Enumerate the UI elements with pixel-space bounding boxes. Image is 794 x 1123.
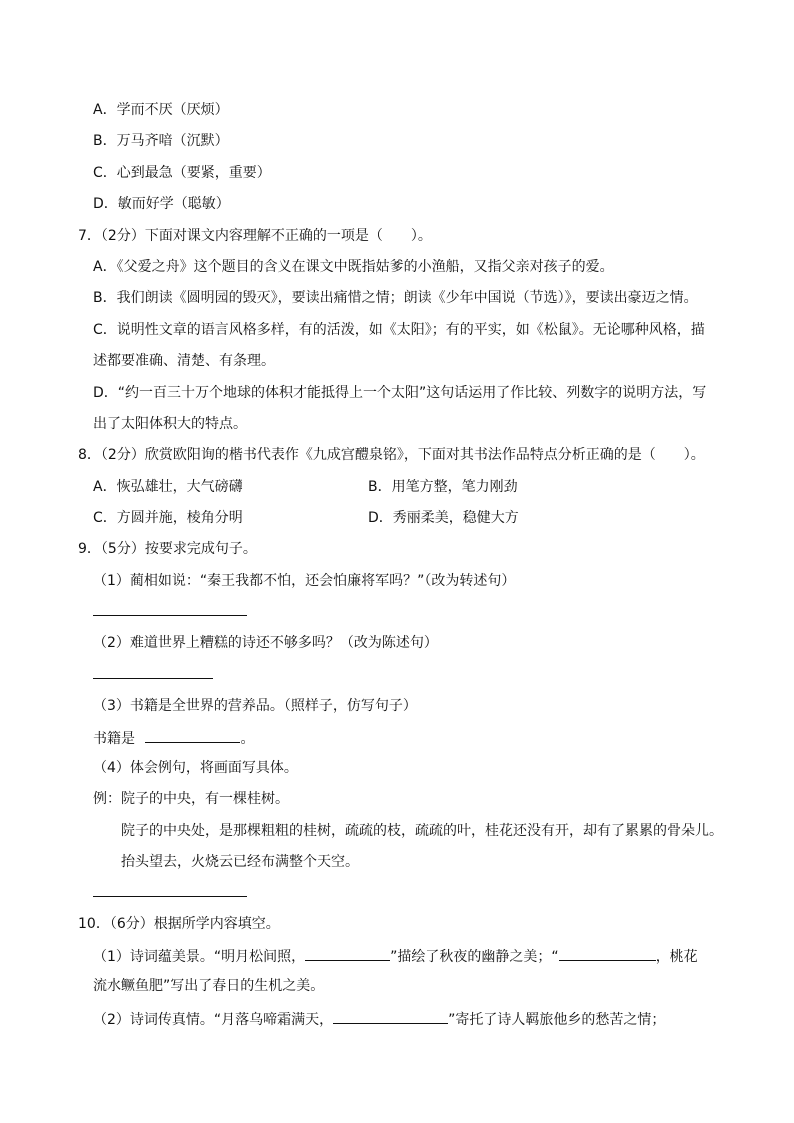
q10-sub1-blank-1[interactable] (305, 946, 390, 961)
q7-option-a: A．《父爱之舟》这个题目的含义在课文中既指姑爹的小渔船，又指父亲对孩子的爱。 (93, 259, 614, 275)
q9-sub1: （1）蔺相如说：“秦王我都不怕，还会怕廉将军吗？”（改为转述句） (93, 573, 516, 589)
q7-option-d-line1: D．“约一百三十万个地球的体积才能抵得上一个太阳”这句话运用了作比较、列数字的说明方法，写 (93, 385, 707, 401)
q8-option-c: C．方圆并施，棱角分明 (93, 510, 243, 526)
q10-sub1-text-a: （1）诗词蕴美景。“明月松间照， (93, 949, 306, 965)
q10-sub1-line1 (93, 946, 698, 966)
q10-sub2-text-a: （2）诗词传真情。“月落乌啼霜满天， (93, 1012, 334, 1028)
q9-sub3-prefix: 书籍是 (93, 731, 135, 747)
q8-stem: 8．（2分）欣赏欧阳询的楷书代表作《九成宫醴泉铭》，下面对其书法作品特点分析正确的是（ ）。 (78, 447, 705, 463)
q6-option-b: B．万马齐喑（沉默） (93, 133, 229, 149)
q7-stem: 7．（2分）下面对课文内容理解不正确的一项是（ ）。 (78, 228, 432, 244)
q9-prompt: 抬头望去，火烧云已经布满整个天空。 (121, 854, 359, 870)
q7-option-c-line1: C．说明性文章的语言风格多样，有的活泼，如《太阳》；有的平实，如《松鼠》。无论哪种风格，描 (93, 322, 705, 338)
q10-sub1-text-c: ，桃花 (655, 949, 698, 965)
q9-sub1-answer-line[interactable] (93, 615, 247, 616)
q9-sub3-suffix: 。 (240, 731, 255, 747)
q10-sub1-text-b: ”描绘了秋夜的幽静之美；“ (390, 949, 559, 965)
q9-sub3: （3）书籍是全世界的营养品。（照样子，仿写句子） (93, 698, 417, 714)
q9-sub3-blank[interactable] (145, 728, 240, 743)
q8-option-a: A．恢弘雄壮，大气磅礴 (93, 479, 243, 495)
q9-sub2: （2）难道世界上糟糕的诗还不够多吗？（改为陈述句） (93, 635, 438, 651)
q10-sub2-line1 (93, 1009, 665, 1029)
q8-option-b: B．用笔方整，笔力刚劲 (368, 479, 518, 495)
q7-option-c-line2: 述都要准确、清楚、有条理。 (93, 353, 275, 369)
q10-sub1-blank-2[interactable] (559, 946, 656, 961)
q9-example-expanded: 院子的中央处，是那棵粗粗的桂树，疏疏的枝，疏疏的叶，桂花还没有开，却有了累累的骨朵儿。 (121, 823, 723, 839)
q9-stem: 9．（5分）按要求完成句子。 (78, 541, 257, 557)
q9-sub2-answer-line[interactable] (93, 678, 213, 679)
q10-stem: 10．（6分）根据所学内容填空。 (78, 916, 280, 932)
q7-option-d-line2: 出了太阳体积大的特点。 (93, 416, 247, 432)
q6-option-a: A．学而不厌（厌烦） (93, 102, 229, 118)
q10-sub1-line2: 流水鳜鱼肥”写出了春日的生机之美。 (93, 978, 325, 994)
q10-sub2-text-b: ”寄托了诗人羁旅他乡的愁苦之情； (448, 1012, 666, 1028)
q6-option-d: D．敏而好学（聪敏） (93, 196, 230, 212)
q10-sub2-blank-1[interactable] (333, 1009, 448, 1024)
q9-sub4-answer-line[interactable] (93, 896, 247, 897)
q7-option-b: B．我们朗读《圆明园的毁灭》，要读出痛惜之情；朗读《少年中国说（节选）》，要读出豪迈之情。 (93, 290, 698, 306)
q6-option-c: C．心到最急（要紧，重要） (93, 165, 271, 181)
q8-option-d: D．秀丽柔美，稳健大方 (368, 510, 519, 526)
q9-sub4: （4）体会例句，将画面写具体。 (93, 760, 298, 776)
q9-sub3-fill (93, 728, 254, 748)
q9-example: 例：院子的中央，有一棵桂树。 (93, 791, 289, 807)
